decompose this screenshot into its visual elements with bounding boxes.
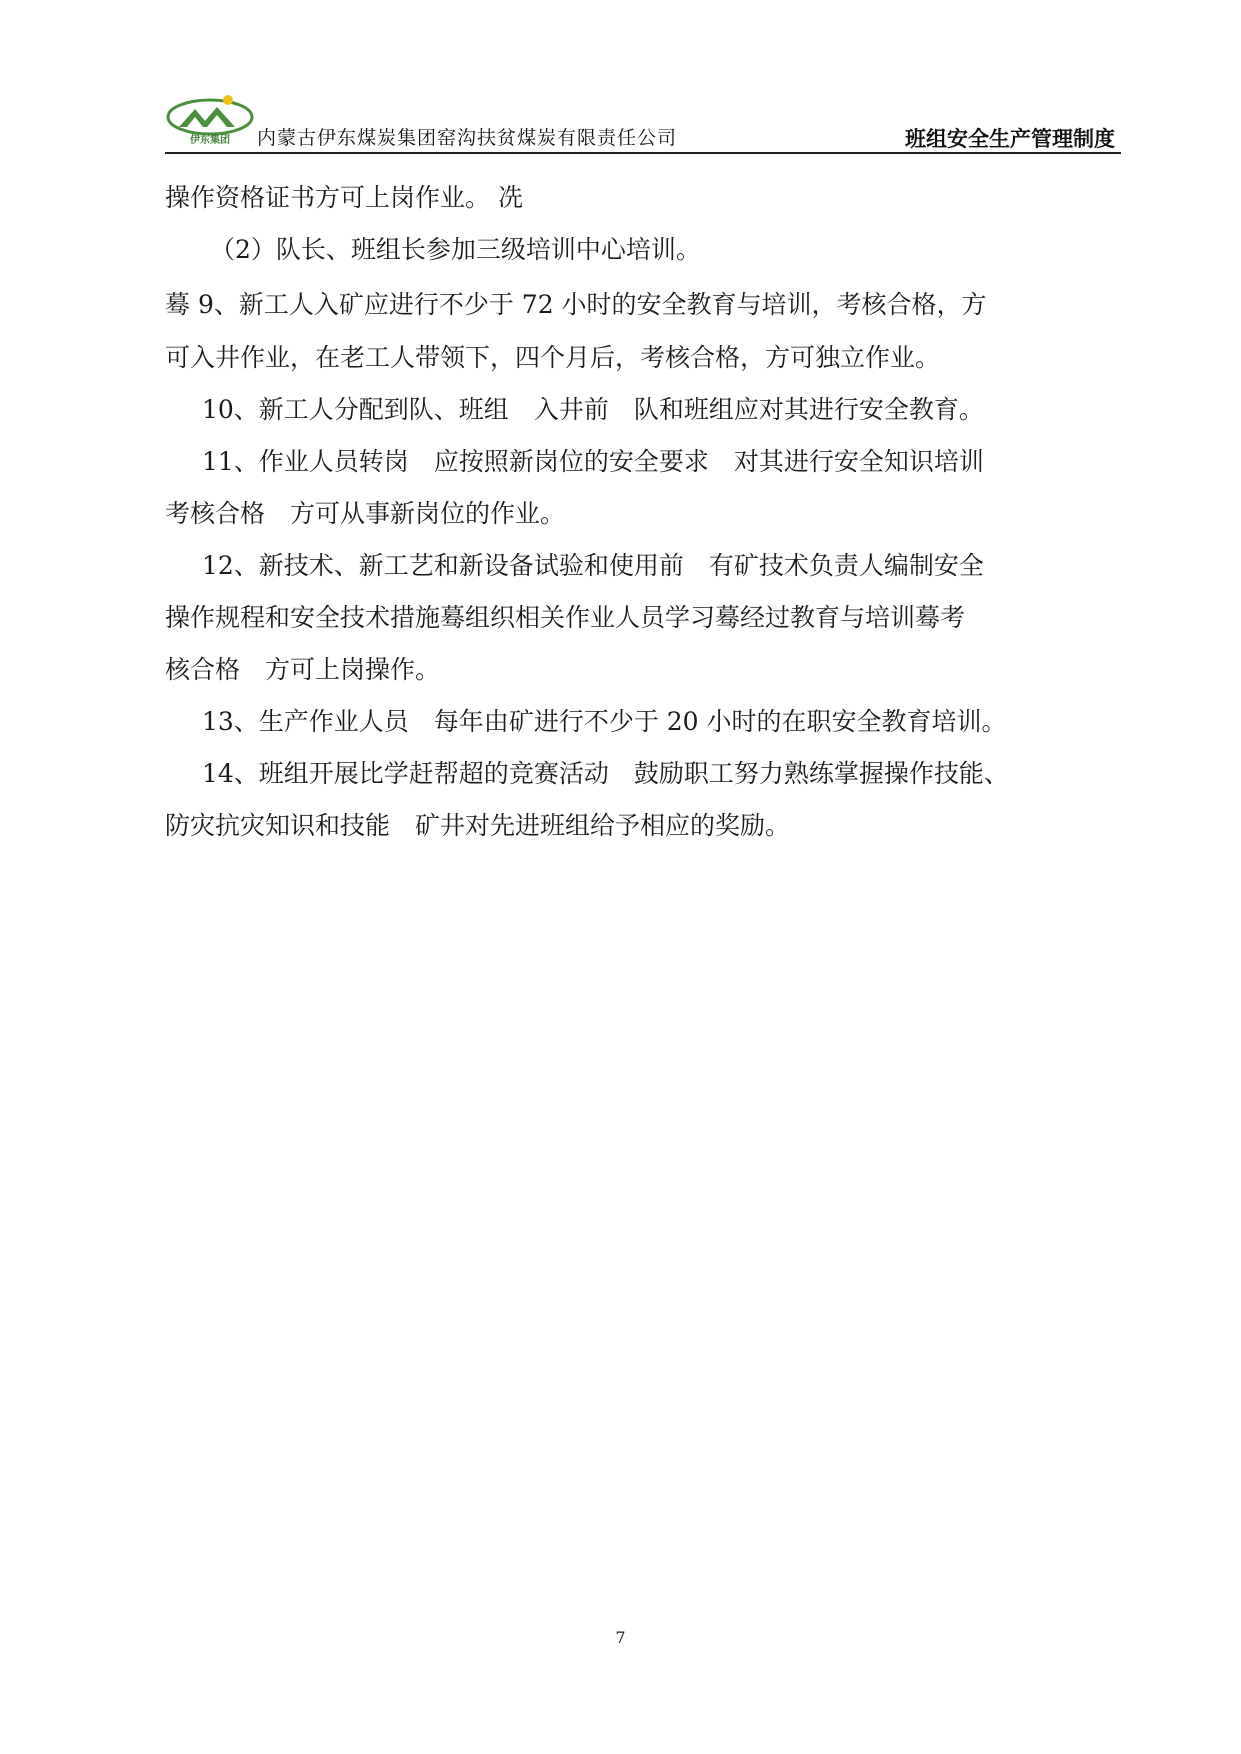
text-line: 防灾抗灾知识和技能 矿井对先进班组给予相应的奖励。 bbox=[165, 811, 791, 840]
logo-mountain-icon bbox=[179, 107, 235, 127]
text-line: 可入井作业，在老工人带领下，四个月后，考核合格，方可独立作业。 bbox=[165, 343, 941, 372]
header-divider bbox=[165, 152, 1121, 154]
text-line: 10、新工人分配到队、班组 入井前 队和班组应对其进行安全教育。 bbox=[202, 395, 984, 424]
text-line: 13、生产作业人员 每年由矿进行不少于 20 小时的在职安全教育培训。 bbox=[202, 707, 1007, 736]
text-line: 12、新技术、新工艺和新设备试验和使用前 有矿技术负责人编制安全 bbox=[202, 551, 984, 580]
text-line: 操作规程和安全技术措施蓦组织相关作业人员学习蓦经过教育与培训蓦考 bbox=[165, 603, 966, 632]
logo-sun-icon bbox=[223, 95, 233, 105]
text-line: 核合格 方可上岗操作。 bbox=[165, 655, 441, 684]
text-line: 考核合格 方可从事新岗位的作业。 bbox=[165, 499, 566, 528]
text-line: 14、班组开展比学赶帮超的竞赛活动 鼓励职工努力熟练掌握操作技能、 bbox=[202, 759, 1009, 788]
logo-text: 伊东集团 bbox=[190, 135, 230, 146]
company-logo bbox=[165, 93, 255, 147]
text-line: 11、作业人员转岗 应按照新岗位的安全要求 对其进行安全知识培训 bbox=[202, 447, 984, 476]
document-title: 班组安全生产管理制度 bbox=[905, 127, 1115, 151]
page-number: 7 bbox=[615, 1628, 626, 1647]
page-header bbox=[165, 85, 1121, 155]
text-line: （2）队长、班组长参加三级培训中心培训。 bbox=[210, 235, 701, 264]
company-name: 内蒙古伊东煤炭集团窑沟扶贫煤炭有限责任公司 bbox=[257, 127, 678, 149]
text-line: 操作资格证书方可上岗作业。 冼 bbox=[165, 183, 523, 212]
text-line: 蓦 9、新工人入矿应进行不少于 72 小时的安全教育与培训，考核合格，方 bbox=[165, 290, 987, 319]
